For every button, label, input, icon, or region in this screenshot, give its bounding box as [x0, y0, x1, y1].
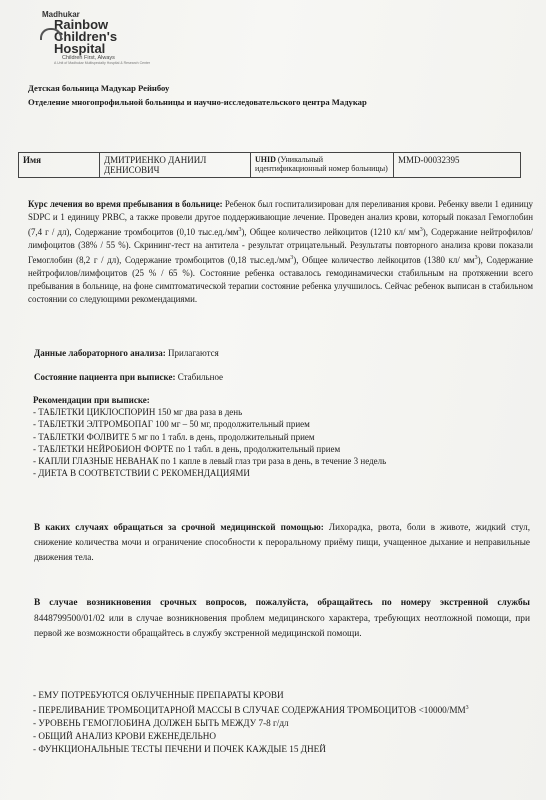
urgent-care-section: В каких случаях обращаться за срочной медицинской помощью: Лихорадка, рвота, боли в животе, жидкий стул, снижение количества мочи и ограничение способности к пероральному приёму пищи, учащенное дыхание и неправильные движения тела.	[34, 522, 530, 562]
list-item: - ДИЕТА В СООТВЕТСТВИИ С РЕКОМЕНДАЦИЯМИ	[33, 468, 250, 479]
name-label: Имя	[19, 153, 100, 178]
list-item: - ФУНКЦИОНАЛЬНЫЕ ТЕСТЫ ПЕЧЕНИ И ПОЧЕК КАЖДЫЕ 15 ДНЕЙ	[33, 744, 326, 755]
list-item: - ТАБЛЕТКИ ФОЛВИТЕ 5 мг по 1 табл. в день, продолжительный прием	[33, 431, 315, 442]
list-item: - ТАБЛЕТКИ НЕЙРОБИОН ФОРТЕ по 1 табл. в день, продолжительный прием	[33, 443, 341, 454]
discharge-condition: Состояние пациента при выписке: Стабильное	[34, 372, 224, 382]
list-item: - ПЕРЕЛИВАНИЕ ТРОМБОЦИТАРНОЙ МАССЫ В СЛУЧАЕ СОДЕРЖАНИЯ ТРОМБОЦИТОВ $<10000/ММ^3$	[33, 705, 469, 716]
patient-name: ДМИТРИЕНКО ДАНИИЛ ДЕНИСОВИЧ	[100, 153, 251, 178]
list-item: - КАПЛИ ГЛАЗНЫЕ НЕВАНАК по 1 капле в левый глаз три раза в день, в течение 3 недель	[33, 456, 387, 467]
list-item: - УРОВЕНЬ ГЕМОГЛОБИНА ДОЛЖЕН БЫТЬ МЕЖДУ 7-8 г/дл	[33, 718, 289, 729]
hospital-name: Детская больница Мадукар Рейнбоу	[28, 83, 170, 93]
department-name: Отделение многопрофильной больницы и научно-исследовательского центра Мадукар	[28, 97, 367, 107]
rainbow-icon	[40, 28, 62, 40]
course-heading: Курс лечения во время пребывания в больнице:	[28, 199, 223, 209]
notes-list	[33, 689, 469, 756]
recommendations-list	[33, 394, 386, 479]
hospital-logo: Madhukar Rainbow Children's Hospital Children First, Always A Unit of Madhukar Multispecialty Hospital & Research Center	[42, 10, 151, 65]
uhid-label: UHID (Уникальный идентификационный номер больницы)	[251, 153, 394, 178]
list-item: - ЕМУ ПОТРЕБУЮТСЯ ОБЛУЧЕННЫЕ ПРЕПАРАТЫ КРОВИ	[33, 690, 284, 700]
course-section: Курс лечения во время пребывания в больнице: Ребенок был госпитализирован для переливания крови. Ребенку ввели 1 единицу SDPC и 1 единицу PRBC, а также провели другое поддерживающие лечение. Проведен анализ крови, который показал Гемоглобин (7,4 г / дл), Содержание тромбоцитов (0,10 $тыс.ед./мм^3$), Общее количество лейкоцитов (1210 кл/ $мм^3$), Содержание нейтрофилов/лимфоцитов (38% / 55 %). Скрининг-тест на антитела - результат отрицательный. Результаты повторного анализа крови показали Гемоглобин (8,2 г / дл), Содержание тромбоцитов (0,18 $тыс.ед./мм^3$), Общее количество лейкоцитов (1380 кл/ $мм^3$), Содержание нейтрофилов/лимфоцитов (25 % / 65 %). Состояние ребенка оставалось гемодинамически стабильным на протяжении всего пребывания в больнице, на фоне симптоматической терапии состояние ребенка улучшилось. Сейчас ребенок выписан в стабильном состоянии со следующими рекомендациями.	[28, 199, 534, 304]
list-item: - ОБЩИЙ АНАЛИЗ КРОВИ ЕЖЕНЕДЕЛЬНО	[33, 731, 217, 742]
emergency-section: В случае возникновения срочных вопросов, пожалуйста, обращайтесь по номеру экстренной службы 8448799500/01/02 или в случае возникновения проблем медицинского характера, требующих неотложной помощи, при первой же возможности обращайтесь в службу экстренной медицинской помощи.	[34, 598, 530, 639]
list-item: - ТАБЛЕТКИ ЦИКЛОСПОРИН 150 мг два раза в день	[33, 407, 243, 418]
uhid-value: MMD-00032395	[394, 153, 521, 178]
list-item: - ТАБЛЕТКИ ЭЛТРОМБОПАГ 100 мг – 50 мг, продолжительный прием	[33, 419, 310, 430]
lab-data: Данные лабораторного анализа: Прилагаются	[34, 348, 219, 358]
patient-info-table	[18, 152, 521, 178]
recommendations-heading: Рекомендации при выписке:	[33, 395, 150, 405]
